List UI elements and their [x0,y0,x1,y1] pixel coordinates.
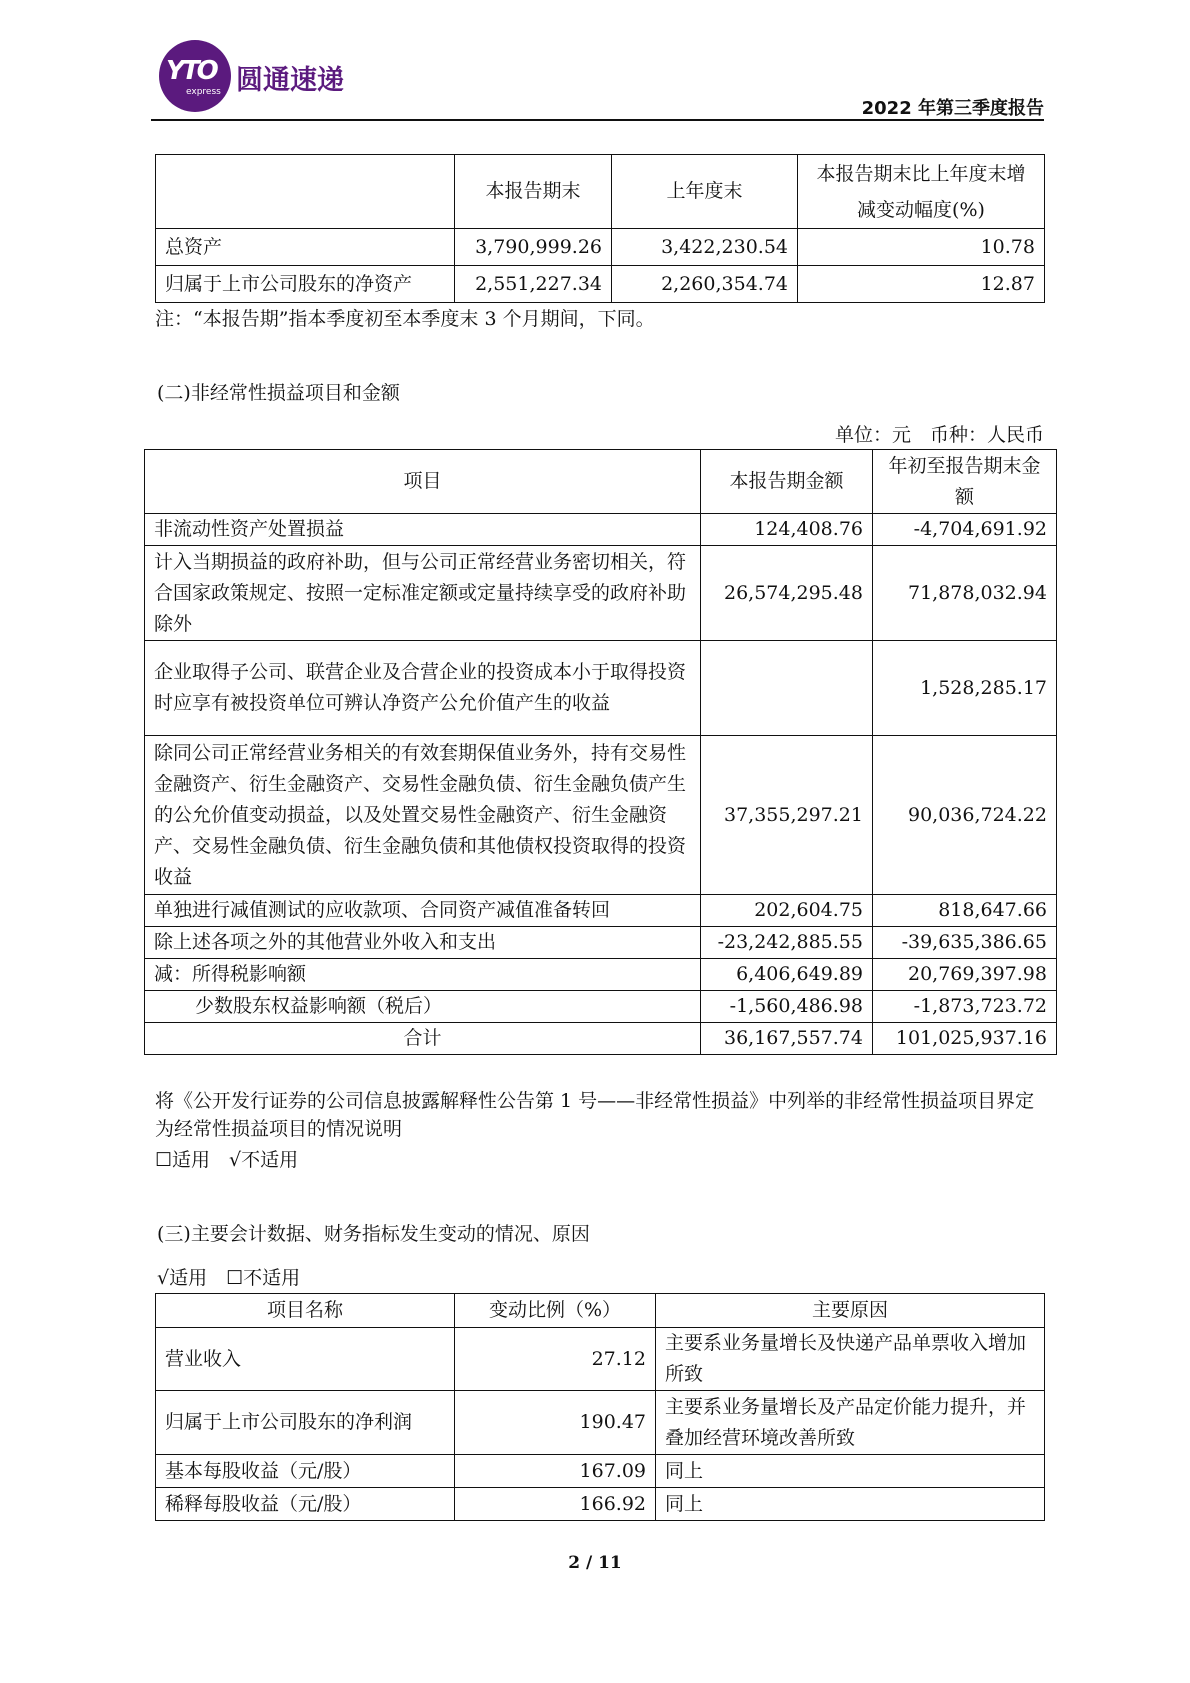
table-row [145,959,1057,991]
row-label: 单独进行减值测试的应收款项、合同资产减值准备转回 [145,895,701,927]
logo-sub: express [186,87,221,97]
cell-value: 167.09 [455,1455,656,1488]
report-title: 2022 年第三季度报告 [861,98,1044,119]
total-row [145,1023,1057,1055]
cell-value: 26,574,295.48 [701,546,873,641]
cell-value: 20,769,397.98 [873,959,1057,991]
cell-value: 2,551,227.34 [455,266,612,303]
cell-value: 71,878,032.94 [873,546,1057,641]
logo-text: YTO [166,56,216,86]
table-row [156,1391,1045,1455]
table-row [156,1455,1045,1488]
cell-value: -1,560,486.98 [701,991,873,1023]
unit-label: 单位：元 币种：人民币 [834,424,1044,446]
cell-value: 12.87 [798,266,1045,303]
reason-cell: 同上 [656,1455,1045,1488]
cell-value: 6,406,649.89 [701,959,873,991]
row-label: 除同公司正常经营业务相关的有效套期保值业务外，持有交易性金融资产、衍生金融资产、交易性金融负债、衍生金融负债产生的公允价值变动损益，以及处置交易性金融资产、衍生金融资产、交易性金融负债、衍生金融负债和其他债权投资取得的投资收益 [145,736,701,895]
header-cell: 本报告期末 [455,155,612,229]
cell-value: 124,408.76 [701,514,873,546]
company-name: 圆通速递 [236,65,344,96]
row-label: 少数股东权益影响额（税后） [145,991,701,1023]
cell-value: 101,025,937.16 [873,1023,1057,1055]
cell-value: 3,790,999.26 [455,229,612,266]
applicable-checkbox: √适用 ☐不适用 [157,1267,301,1289]
table-row [145,546,1057,641]
table-row [156,229,1045,266]
cell-value: 90,036,724.22 [873,736,1057,895]
cell-value: 10.78 [798,229,1045,266]
cell-value: -23,242,885.55 [701,927,873,959]
row-label: 稀释每股收益（元/股） [156,1488,455,1521]
header-cell: 变动比例（%） [455,1294,656,1328]
cell-value: 166.92 [455,1488,656,1521]
header-rule [151,119,1044,121]
cell-value: 202,604.75 [701,895,873,927]
reason-cell: 同上 [656,1488,1045,1521]
row-label: 企业取得子公司、联营企业及合营企业的投资成本小于取得投资时应享有被投资单位可辨认净资产公允价值产生的收益 [145,641,701,736]
header-cell: 本报告期末比上年度末增减变动幅度(%) [798,155,1045,229]
table-row [156,266,1045,303]
nonrecurring-table [144,449,1057,1055]
table-row [145,641,1057,736]
header-cell: 本报告期金额 [701,450,873,514]
cell-value: 36,167,557.74 [701,1023,873,1055]
row-label: 非流动性资产处置损益 [145,514,701,546]
cell-value: 2,260,354.74 [612,266,798,303]
row-label: 营业收入 [156,1328,455,1391]
reason-cell: 主要系业务量增长及产品定价能力提升，并叠加经营环境改善所致 [656,1391,1045,1455]
row-label: 合计 [145,1023,701,1055]
section-title: (二)非经常性损益项目和金额 [157,382,400,404]
cell-value [701,641,873,736]
header-cell: 项目 [145,450,701,514]
changes-table [155,1293,1045,1521]
cell-value: -1,873,723.72 [873,991,1057,1023]
row-label: 归属于上市公司股东的净资产 [156,266,455,303]
cell-value: 27.12 [455,1328,656,1391]
row-label: 计入当期损益的政府补助，但与公司正常经营业务密切相关，符合国家政策规定、按照一定标准定额或定量持续享受的政府补助除外 [145,546,701,641]
table-row [145,927,1057,959]
row-label: 归属于上市公司股东的净利润 [156,1391,455,1455]
cell-value: 190.47 [455,1391,656,1455]
applicable-checkbox: ☐适用 √不适用 [155,1149,299,1171]
table-note: 注：“本报告期”指本季度初至本季度末 3 个月期间，下同。 [155,308,655,330]
table-row [145,736,1057,895]
header-cell: 年初至报告期末金额 [873,450,1057,514]
table-row [156,1488,1045,1521]
header-cell: 上年度末 [612,155,798,229]
explanation-paragraph: 将《公开发行证券的公司信息披露解释性公告第 1 号——非经常性损益》中列举的非经常性损益项目界定为经常性损益项目的情况说明 [155,1090,1035,1140]
table-row [145,514,1057,546]
cell-value: -4,704,691.92 [873,514,1057,546]
cell-value: 37,355,297.21 [701,736,873,895]
page-number: 2 / 11 [568,1553,622,1573]
header-cell: 主要原因 [656,1294,1045,1328]
cell-value: 818,647.66 [873,895,1057,927]
reason-cell: 主要系业务量增长及快递产品单票收入增加所致 [656,1328,1045,1391]
row-label: 基本每股收益（元/股） [156,1455,455,1488]
row-label: 减：所得税影响额 [145,959,701,991]
cell-value: 1,528,285.17 [873,641,1057,736]
balance-table [155,154,1045,303]
row-label: 除上述各项之外的其他营业外收入和支出 [145,927,701,959]
table-row [145,991,1057,1023]
table-row [145,895,1057,927]
header-cell: 项目名称 [156,1294,455,1328]
cell-value: -39,635,386.65 [873,927,1057,959]
header-cell [156,155,455,229]
row-label: 总资产 [156,229,455,266]
table-row [156,1328,1045,1391]
cell-value: 3,422,230.54 [612,229,798,266]
section-title: (三)主要会计数据、财务指标发生变动的情况、原因 [157,1223,590,1245]
